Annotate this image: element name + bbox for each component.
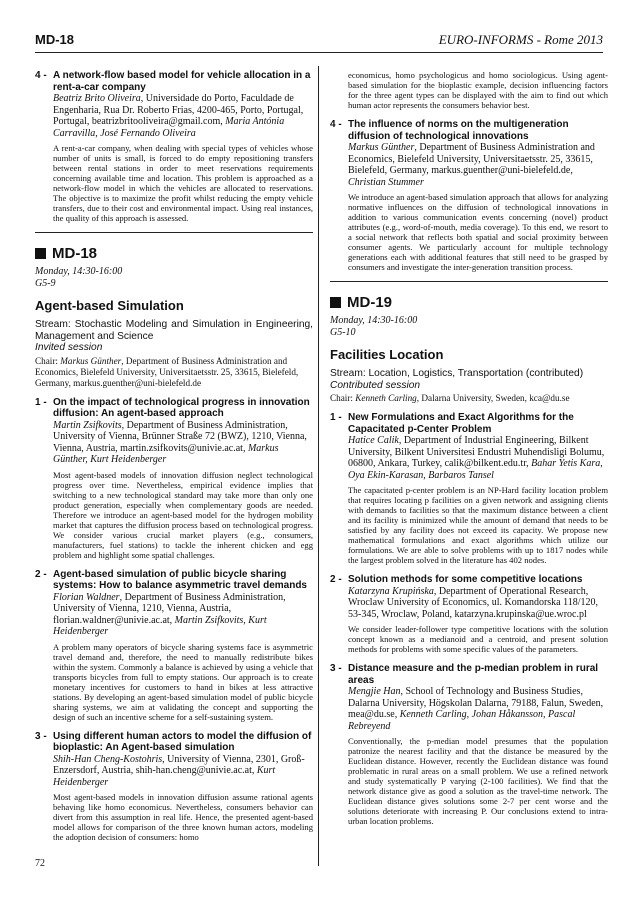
paper-number: 2 - <box>330 574 342 585</box>
paper-authors <box>53 754 313 789</box>
paper-authors <box>53 592 313 638</box>
author-affiliation: , Department of Industrial Engineering, Bilkent University, Bilkent Universitesi Endustri Muhendisligi Bolumu, 06800, Ankara, Turkey, calik@bilkent.edu.tr, <box>348 435 605 469</box>
header-session-code: MD-18 <box>35 32 75 47</box>
column-divider <box>318 66 319 866</box>
paper-top-left <box>35 70 313 223</box>
presenting-author: Markus Günther <box>348 142 415 153</box>
author-affiliation: , Department of Operational Research, Wroclaw University of Economics, ul. Komandorska 118/120, 53-345, Wroclaw, Poland, katarzyna.krupinska@ue.wroc.pl <box>348 585 599 620</box>
section-rule <box>330 281 608 282</box>
presenting-author: Mengjie Han <box>348 686 401 697</box>
header-rule <box>35 52 603 53</box>
paper-abstract: The capacitated p-center problem is an NP-Hard facility location problem that requires locating p facilities on a given network and assigning clients with demands to facilities so that the maximum distance between a client and its facility is minimized while the amount of demand that needs to be satisfied by any facility does not exceed its capacity. We propose new mathematical formulations and exact algorithms which utilize our formulations. We are able to solve problems with up to 1817 nodes while the largest problem solved in the literature has 402 nodes. <box>348 485 608 565</box>
author-affiliation: , Department of Business Administration and Economics, Bielefeld University, Universitaetsstr. 25, 33615, Bielefeld, Germany, markus.guenther@uni-bielefeld.de, <box>348 142 595 176</box>
paper-abstract: Most agent-based models of innovation diffusion neglect technological progress over time. Nevertheless, empirical evidence implies that switching to a new technological standard may take more than only one product generation, especially when complementary goods are needed. Therefore we introduce an agent-based model for the hydrogen mobility market that captures the diffusion process based on technological progress. We consider various crucial market players (e.g., consumers, manufacturers, fuel stations) to tackle the inherent chicken and egg problem and highlight some spatial challenges. <box>53 469 313 560</box>
page-header <box>35 32 603 50</box>
coauthors: Bahar Yetis Kara, Oya Ekin-Karasan, Barbaros Tansel <box>348 458 603 481</box>
chair-name: Markus Günther <box>60 355 122 366</box>
session-marker-icon <box>330 297 341 308</box>
coauthors: Christian Stummer <box>348 176 424 188</box>
paper-number: 1 - <box>35 396 47 408</box>
right-column <box>330 70 608 835</box>
paper-title: Distance measure and the p-median problem in rural areas <box>348 663 599 686</box>
header-conference: EURO-INFORMS - Rome 2013 <box>438 32 603 47</box>
presenting-author: Martin Zsifkovits <box>53 419 122 431</box>
author-affiliation: , School of Technology and Business Studies, Dalarna University, Högskolan Dalarna, 79188, Falun, Sweden, mea@du.se, <box>348 686 604 720</box>
session-room: G5-10 <box>330 327 356 338</box>
session-code: MD-19 <box>347 294 393 311</box>
paper-authors <box>53 420 313 466</box>
coauthors: Markus Günther, Kurt Heidenberger <box>53 442 279 465</box>
author-affiliation: , Department of Business Administration, University of Vienna, 1210, Vienna, Austria, florian.waldner@univie.ac.at, <box>53 591 286 626</box>
paper-number: 3 - <box>330 663 342 674</box>
chair-label: Chair: <box>35 355 61 366</box>
paper-md19-3 <box>330 663 608 826</box>
paper-authors <box>348 686 608 732</box>
coauthors: Maria Antónia Carravilla, José Fernando Oliveira <box>53 116 285 139</box>
session-chair <box>330 393 608 404</box>
session-chair <box>35 356 313 389</box>
left-column <box>35 70 313 851</box>
chair-label: Chair: <box>330 393 356 403</box>
paper-md18-4 <box>330 119 608 272</box>
paper-abstract: Most agent-based models in innovation diffusion assume rational agents behaving like homo economicus. Nevertheless, consumers behavior can divert from this assumption in real life. Hence, the presented agent-based model allows for comparison of the three known human actors, modeling the adoption decision of consumers: homo <box>53 792 313 842</box>
coauthors: Kenneth Carling, Johan Håkansson, Pascal Rebreyend <box>348 709 576 732</box>
paper-title: Using different human actors to model the diffusion of bioplastic: An Agent-based simulation <box>53 730 312 753</box>
paper-md19-1 <box>330 412 608 565</box>
paper-authors <box>348 435 608 481</box>
author-affiliation: , Department of Business Administration, University of Vienna, Brünner Straße 72 (BWZ), 1210, Vienna, Vienna, Austria, martin.zsifkovits@univie.ac.at, <box>53 419 307 454</box>
page-number: 72 <box>35 858 45 869</box>
session-type: Invited session <box>35 342 103 353</box>
paper-number: 2 - <box>35 568 47 580</box>
paper-number: 3 - <box>35 730 47 742</box>
author-affiliation: , Universidade do Porto, Faculdade de Engenharia, Rua Dr. Roberto Frias, 4200-465, Porto, Portugal, Portugal, beatrizbritooliveira@gmail.com, <box>53 93 304 127</box>
session-md18 <box>35 245 313 842</box>
presenting-author: Shih-Han Cheng-Kostohris <box>53 753 163 765</box>
session-title: Facilities Location <box>330 347 444 362</box>
coauthors: Martin Zsifkovits, Kurt Heidenberger <box>53 614 267 637</box>
session-room: G5-9 <box>35 278 56 289</box>
session-time: Monday, 14:30-16:00 <box>35 266 123 277</box>
paper-title: The influence of norms on the multigeneration diffusion of technological innovations <box>348 119 569 142</box>
author-affiliation: , University of Vienna, 2301, Groß-Enzersdorf, Austria, shih-han.cheng@univie.ac.at, <box>53 753 305 776</box>
paper-number: 4 - <box>35 70 47 81</box>
paper-title: A network-flow based model for vehicle allocation in a rent-a-car company <box>53 70 311 93</box>
paper-title: Agent-based simulation of public bicycle sharing systems: How to balance asymmetric travel demands <box>53 568 307 591</box>
session-marker-icon <box>35 248 46 259</box>
coauthors: Kurt Heidenberger <box>53 765 276 788</box>
presenting-author: Katarzyna Krupińska <box>348 585 434 597</box>
paper-number: 1 - <box>330 412 342 423</box>
paper-abstract: A rent-a-car company, when dealing with special types of vehicles whose number of units is small, is forced to do empty repositioning transfers between rental stations in order to meet reservations requirements concerning available time and location. This problem is approached as a network-flow model in which the vehicles are allocated to reservations. The objective is to maximize the profit whilst reducing the empty vehicle transfers, due to their cost and environmental impact. Using real instances, the quality of this approach is assessed. <box>53 143 313 223</box>
session-stream: Stream: Location, Logistics, Transportation (contributed) <box>330 368 584 379</box>
paper-abstract: We consider leader-follower type competitive locations with the solution concept known as a medianoid and a centroid, and present solution methods for problems with some specific values of the parameters. <box>348 624 608 654</box>
session-time: Monday, 14:30-16:00 <box>330 315 418 326</box>
paper-abstract: We introduce an agent-based simulation approach that allows for analyzing normative influences on the diffusion of technological innovations in addition to various communication events concerning (novel) product attributes (e.g., word-of-mouth, media coverage). To this end, we resort to a social network that reflects both spatial and social proximity between consumer agents. We particularly account for multiple technology generations each with additional features that still need to be grasped by consumers and investigate the inter-generation transition process. <box>348 192 608 272</box>
session-md19 <box>330 294 608 826</box>
session-title: Agent-based Simulation <box>35 298 184 313</box>
paper-md18-3 <box>35 731 313 843</box>
presenting-author: Hatice Calik <box>348 435 399 446</box>
session-code: MD-18 <box>52 245 98 262</box>
paper-abstract: Conventionally, the p-median model presumes that the population patronize the nearest facility and that the distance be measured by the Euclidean distance. However, recently the Euclidean distance was found problematic in rural areas on a small problem. We use a refined network and study systematically P varying (2-100 facilities). We find that the network distance give as good a solution as the travel-time network. The Euclidean distance gives solutions some 2-7 per cent worse and the solutions deteriorate with increasing P. Our conclusions extend to intra-urban location problems. <box>348 736 608 826</box>
paper-md18-2 <box>35 569 313 722</box>
presenting-author: Beatriz Brito Oliveira <box>53 93 141 104</box>
paper-abstract-continued: economicus, homo psychologicus and homo sociologicus. Using agent-based simulation for the bioplastic example, decision influencing factors for the three agent types can be displayed with the aim to find out which human actor represents the consumers behavior best. <box>348 70 608 110</box>
chair-affiliation: , Department of Business Administration and Economics, Bielefeld University, Universitaetsstr. 25, 33615, Bielefeld, Germany, markus.guenther@uni-bielefeld.de <box>35 355 299 388</box>
paper-title: Solution methods for some competitive locations <box>348 574 583 585</box>
paper-abstract: A problem many operators of bicycle sharing systems face is asymmetric travel demand and, therefore, the need to manually redistribute bikes within the system. Commonly a balance is achieved by using a vehicle that transports bicycles from full to empty stations. Our approach is to create monetary incentives for customers to hand in bikes at less attractive stations. By developing an agent-based simulation model of public bicycle sharing systems, we aim at validating the concept and supporting the design of such an incentive scheme for a self-sustaining system. <box>53 641 313 722</box>
chair-affiliation: , Dalarna University, Sweden, kca@du.se <box>416 393 570 403</box>
session-stream: Stream: Stochastic Modeling and Simulation in Engineering, Management and Science <box>35 319 313 342</box>
paper-md19-2 <box>330 574 608 654</box>
paper-md18-1 <box>35 397 313 560</box>
session-type: Contributed session <box>330 379 421 391</box>
paper-number: 4 - <box>330 119 342 130</box>
chair-name: Kenneth Carling <box>355 393 417 403</box>
paper-authors <box>348 586 608 621</box>
paper-md18-3-continued <box>330 70 608 110</box>
presenting-author: Florian Waldner <box>53 591 120 603</box>
paper-title: New Formulations and Exact Algorithms for the Capacitated p-Center Problem <box>348 412 574 435</box>
paper-authors <box>53 93 313 139</box>
section-rule <box>35 232 313 233</box>
paper-authors <box>348 142 608 188</box>
paper-title: On the impact of technological progress in innovation diffusion: An agent-based approach <box>53 396 310 419</box>
